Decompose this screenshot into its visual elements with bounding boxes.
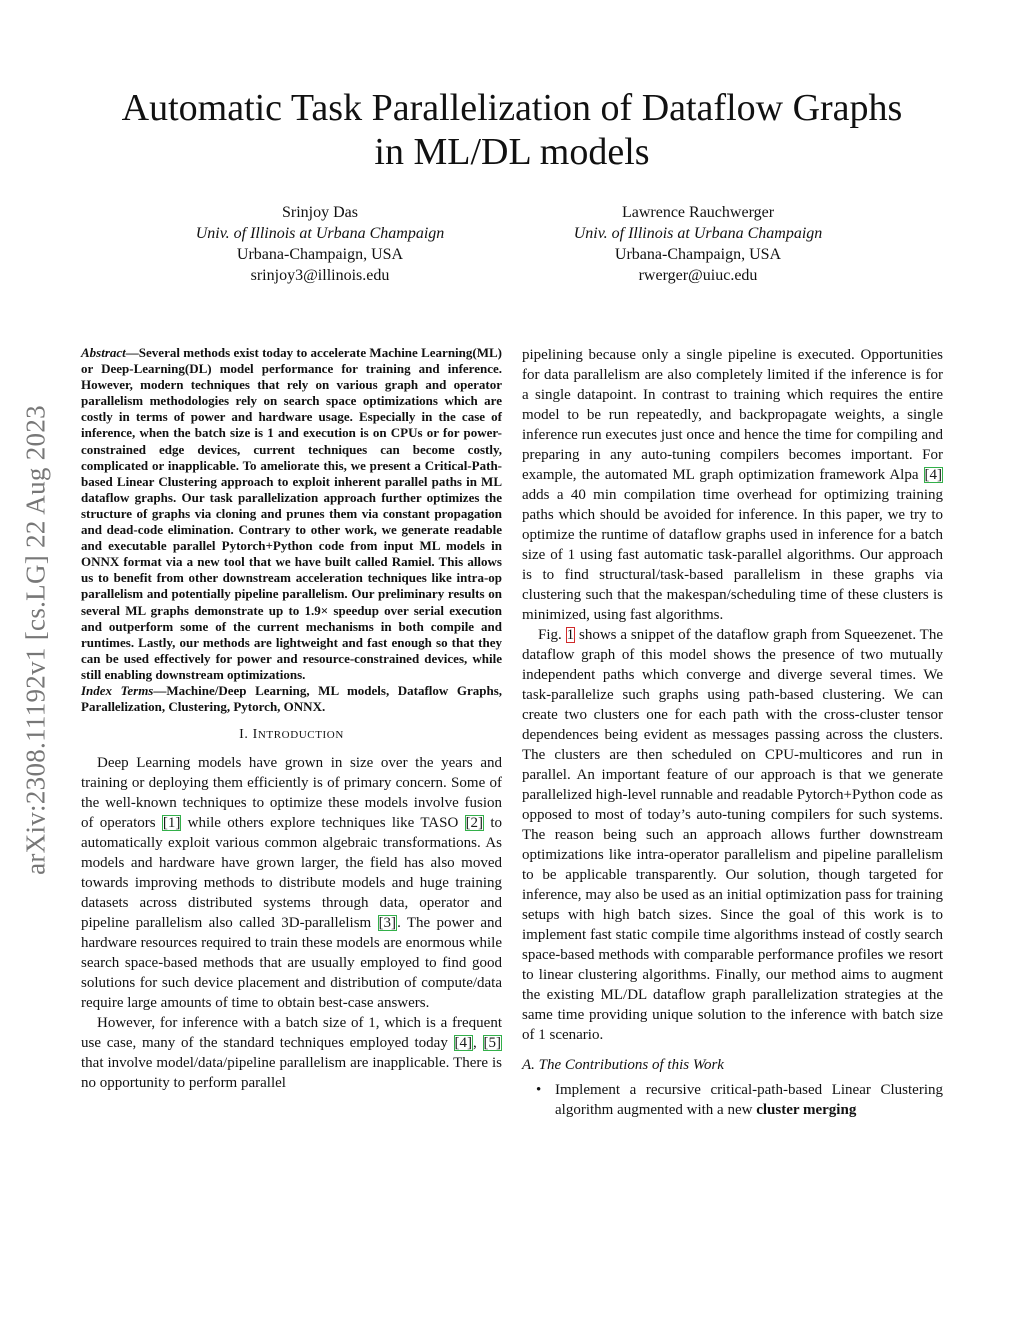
abstract-text: Several methods exist today to accelerate Machine Learning(ML) or Deep-Learning(DL) model performance for training and inference. However, modern techniques that rely on various graph and operator parallelism methodologies rely on search space optimizations which are costly in terms of power and hardware usage. Especially in the case of inference, when the batch size is 1 and execution is on CPUs or for power-constrained edge devices, current techniques can become costly, complicated or inapplicable. To ameliorate this, we present a Critical-Path-based Linear Clustering approach to exploit inherent parallel paths in ML dataflow graphs. Our task parallelization approach further optimizes the structure of graphs via cloning and prunes them via constant propagation and dead-code elimination. Contrary to other work, we generate readable and executable parallel Pytorch+Python code from input ML models in ONNX format via a new tool that we have built called Ramiel. This allows us to benefit from other downstream acceleration techniques like intra-op parallelism and potentially pipeline parallelism. Our preliminary results on several ML graphs demonstrate up to 1.9× speedup over serial execution and outperform some of the current mechanisms in both compile and runtimes. Lastly, our methods are lightweight and fast enough so that they can be used effectively for power and resource-constrained devices, while still enabling downstream optimizations.	[81, 345, 502, 682]
arxiv-stamp-text: arXiv:2308.11192v1 [cs.LG] 22 Aug 2023	[20, 405, 51, 875]
index-terms	[81, 683, 502, 715]
index-terms-text: Machine/Deep Learning, ML models, Dataflow Graphs, Parallelization, Clustering, Pytorch, ONNX.	[81, 682, 503, 715]
abstract-dash: —	[125, 345, 139, 360]
text-run: pipelining because only a single pipeline is executed. Opportunities for data parallelism are also completely limited if the inference is for a single datapoint. In contrast to training which requires the entire model to be run repeatedly, and backpropagate weights, a single inference run executes just once and hence the time for compiling and preparing in any auto-tuning compilers becomes important. For example, the automated ML graph optimization framework Alpa	[522, 347, 943, 483]
intro-paragraph-2	[81, 1013, 502, 1093]
text-run: Fig.	[538, 627, 566, 643]
author-block-2	[518, 202, 878, 286]
author-name: Lawrence Rauchwerger	[621, 204, 775, 221]
arxiv-stamp	[8, 340, 64, 940]
text-run: shows a snippet of the dataflow graph from Squeezenet. The dataflow graph of this model shows the presence of two mutually independent paths which converge and diverge several times. We task-parallelize such graphs using path-based clustering. We can create two clusters one for each path with the cross-cluster tensor dependences being evident as messages passing across the clusters. The clusters are then scheduled on CPU-multicores and run in parallel. An important feature of our approach is that we generate parallelized high-level runnable and readable Pytorch+Python code as opposed to most of today’s auto-tuning compilers for such systems. The reason being such an approach allows further downstream optimizations like intra-operator parallelism and pipeline parallelism to be applicable transparently. Our solution, though targeted for inference, may also be used as an initial optimization pass for training setups with high batch sizes. Since the goal of this work is to implement fast static compile time algorithms instead of costly search space-based methods with comparable performance profiles we resort to linear clustering algorithms. Finally, our method aims to augment the existing ML/DL dataflow graph parallelization strategies at the same time providing unique solution to the inference with batch size of 1 scenario.	[522, 627, 944, 1043]
index-terms-label: Index Terms	[81, 682, 154, 698]
section-number: I.	[239, 727, 253, 743]
author-location: Urbana-Champaign, USA	[614, 246, 782, 263]
title-line-2: in ML/DL models	[374, 131, 650, 173]
author-name: Srinjoy Das	[282, 204, 358, 221]
index-terms-dash: —	[153, 682, 167, 698]
figure-link[interactable]: 1	[566, 627, 575, 643]
text-run: Implement a recursive critical-path-based Linear Clustering algorithm augmented with a new	[555, 1082, 943, 1118]
intro-paragraph-1	[81, 753, 502, 1013]
paper-title	[0, 86, 1024, 174]
text-run: Deep Learning models have grown in size over the years and training or deploying them efficiently is of primary concern. Some of the well-known techniques to optimize these models involve fusion of operators	[81, 755, 502, 832]
citation-link[interactable]: [1]	[162, 815, 181, 832]
bullet-dot: •	[536, 1082, 542, 1098]
author-affiliation: Univ. of Illinois at Urbana Champaign	[195, 225, 445, 242]
abstract	[81, 345, 502, 683]
section-heading-introduction	[81, 727, 502, 743]
right-column	[522, 345, 943, 1120]
contribution-bullet-1	[522, 1080, 943, 1120]
section-rest: NTRODUCTION	[257, 729, 344, 742]
title-line-1: Automatic Task Parallelization of Dataflow Graphs	[121, 87, 903, 129]
text-run: ,	[473, 1035, 483, 1052]
author-affiliation: Univ. of Illinois at Urbana Champaign	[573, 225, 823, 242]
subsection-heading-contributions: A. The Contributions of this Work	[522, 1057, 724, 1073]
citation-link[interactable]: [5]	[483, 1035, 502, 1052]
text-run: while others explore techniques like TASO	[181, 815, 465, 832]
abstract-label: Abstract	[81, 345, 126, 360]
text-run: adds a 40 min compilation time overhead for optimizing training paths which should be avoided for inference. In this paper, we try to optimize the runtime of dataflow graphs used in inference for a batch size of 1 using fast automatic task-parallel algorithms. Our approach is to find structural/task-based parallelism in these graphs via clustering such that the makespan/scheduling time of these clusters is minimized, using fast algorithms.	[522, 487, 943, 623]
right-paragraph-2	[522, 625, 943, 1045]
text-run: to automatically exploit various common algebraic transformations. As models and hardware have grown larger, the field has also moved towards improving methods to distribute models and huge training datasets across distributed systems through data, operator and pipeline parallelism also called 3D-parallelism	[81, 815, 503, 932]
citation-link[interactable]: [4]	[924, 467, 942, 483]
text-run: However, for inference with a batch size of 1, which is a frequent use case, many of the standard techniques employed today	[81, 1015, 502, 1052]
author-block-1	[140, 202, 500, 286]
bold-term: cluster merging	[756, 1102, 857, 1118]
section-first-letter: I	[252, 727, 258, 743]
citation-link[interactable]: [2]	[465, 815, 484, 832]
citation-link[interactable]: [4]	[454, 1035, 473, 1052]
citation-link[interactable]: [3]	[378, 915, 397, 932]
right-paragraph-1	[522, 345, 943, 625]
text-run: that involve model/data/pipeline parallelism are inapplicable. There is no opportunity to perform parallel	[81, 1055, 502, 1092]
author-email: rwerger@uiuc.edu	[638, 267, 758, 284]
text-run: . The power and hardware resources required to train these models are enormous while search space-based methods that are usually employed to find good solutions for such device placement and distribution of compute/data require large amounts of time to obtain best-case answers.	[81, 915, 502, 1012]
left-column	[81, 345, 502, 1093]
author-location: Urbana-Champaign, USA	[236, 246, 404, 263]
author-email: srinjoy3@illinois.edu	[250, 267, 390, 284]
